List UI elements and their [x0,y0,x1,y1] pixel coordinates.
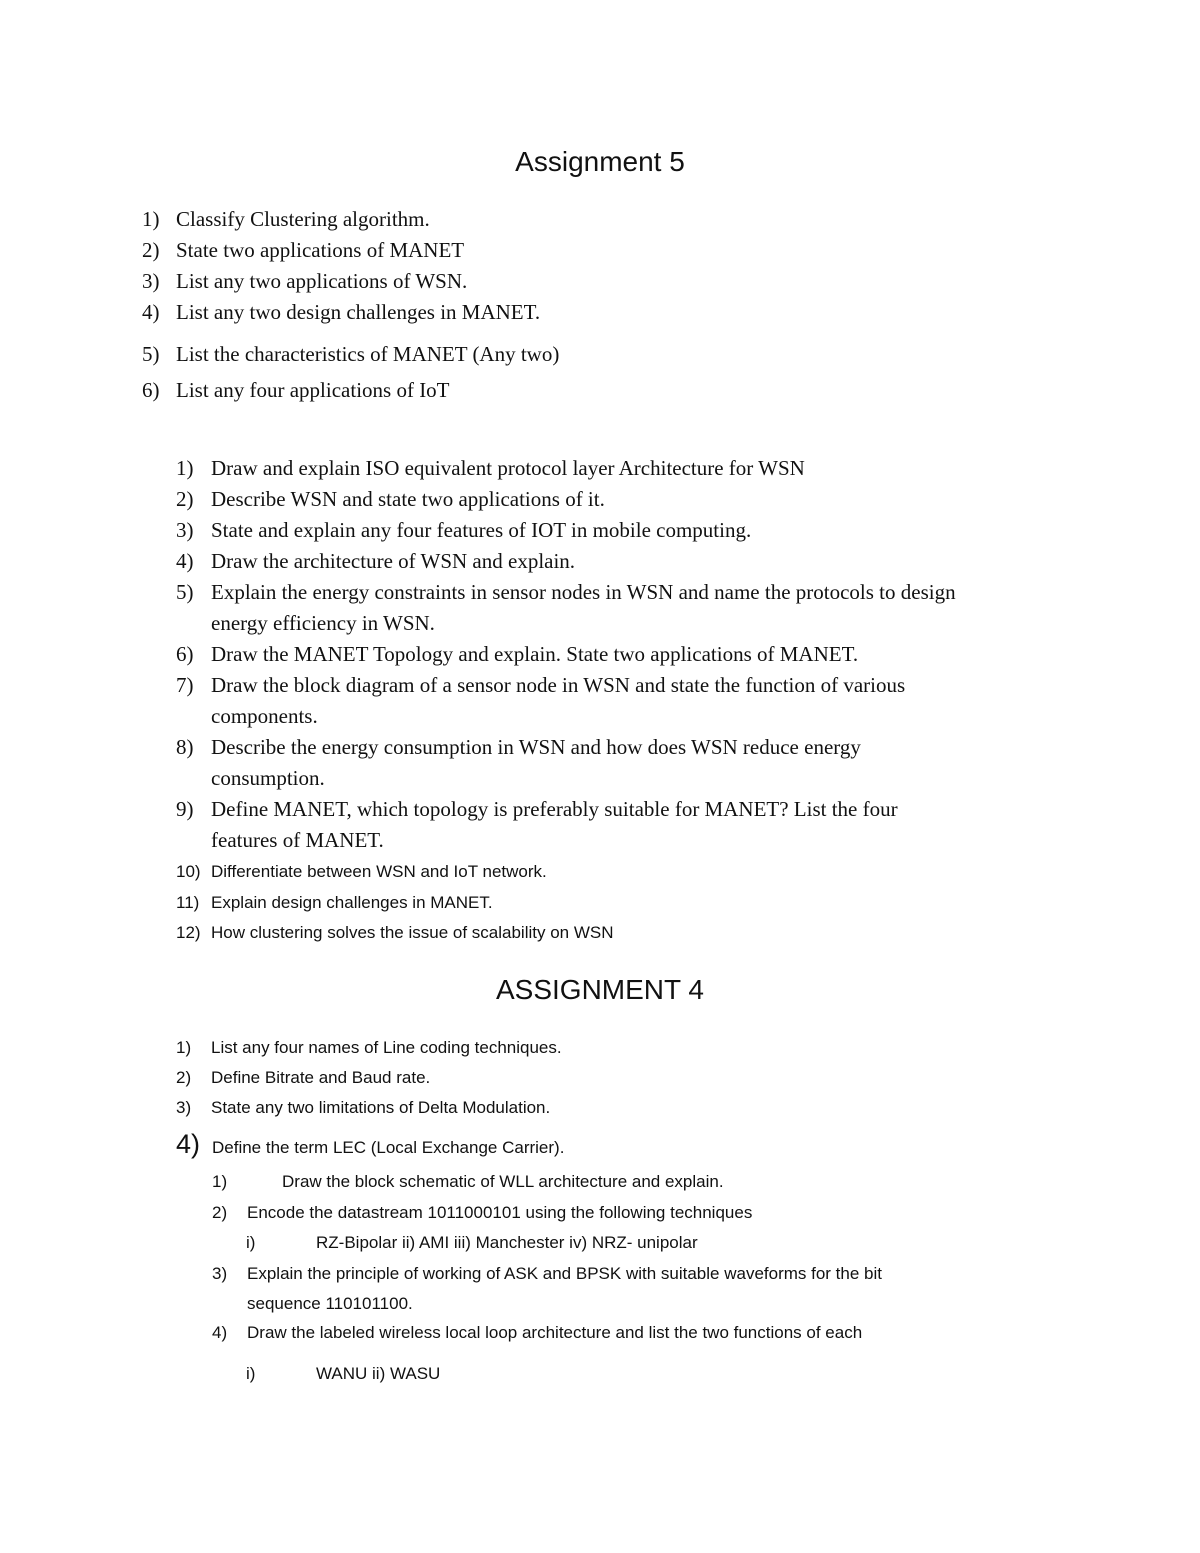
item-text: List any four applications of IoT [176,378,450,402]
item-text: Draw the block diagram of a sensor node in WSN and state the function of various [211,673,906,697]
item-text: Define Bitrate and Baud rate. [211,1068,431,1087]
item-number: 2) [176,487,194,511]
item-number: 11) [176,893,200,912]
item-text: Define the term LEC (Local Exchange Carrier). [212,1138,565,1157]
item-number: 10) [176,862,201,881]
item-number: 3) [142,269,160,293]
item-text: State two applications of MANET [176,238,465,262]
item-text: List any four names of Line coding techniques. [211,1038,562,1057]
item-text: State and explain any four features of IOT in mobile computing. [211,518,752,542]
item-number: 4) [176,549,194,573]
item-text: Draw the MANET Topology and explain. State two applications of MANET. [211,642,859,666]
item-number: 1) [142,207,160,231]
item-text: Describe WSN and state two applications of it. [211,487,605,511]
item-number: 4) [176,1129,201,1159]
item-number: 2) [176,1068,192,1087]
sub-item-number: i) [246,1233,256,1252]
list-item-continuation: energy efficiency in WSN. [211,611,435,635]
item-text: Draw the architecture of WSN and explain. [211,549,576,573]
item-text: List any two design challenges in MANET. [176,300,541,324]
item-number: 1) [176,456,194,480]
item-text: Classify Clustering algorithm. [176,207,430,231]
item-number: 2) [142,238,160,262]
item-number: 1) [176,1038,192,1057]
list-item-continuation: sequence 110101100. [247,1294,413,1313]
item-number: 2) [212,1203,228,1222]
item-number: 6) [142,378,160,402]
item-text: Define MANET, which topology is preferably suitable for MANET? List the four [211,797,898,821]
item-text: Describe the energy consumption in WSN and how does WSN reduce energy [211,735,861,759]
item-text: Encode the datastream 1011000101 using the following techniques [247,1203,753,1222]
item-text: State any two limitations of Delta Modulation. [211,1098,551,1117]
item-number: 5) [176,580,194,604]
assignment-5-title: Assignment 5 [515,146,685,177]
sub-item-number: i) [246,1364,256,1383]
item-number: 7) [176,673,194,697]
item-number: 3) [176,1098,192,1117]
list-item-continuation: components. [211,704,318,728]
item-text: Explain the energy constraints in sensor nodes in WSN and name the protocols to design [211,580,956,604]
item-number: 1) [212,1172,228,1191]
item-number: 4) [142,300,160,324]
item-number: 8) [176,735,194,759]
item-text: List any two applications of WSN. [176,269,468,293]
list-item-continuation: consumption. [211,766,325,790]
item-text: How clustering solves the issue of scalability on WSN [211,923,614,942]
item-text: List the characteristics of MANET (Any two) [176,342,560,366]
item-text: Differentiate between WSN and IoT network. [211,862,547,881]
item-text: Explain the principle of working of ASK and BPSK with suitable waveforms for the bit [247,1264,882,1283]
item-text: Draw the labeled wireless local loop architecture and list the two functions of each [247,1323,863,1342]
item-text: Explain design challenges in MANET. [211,893,493,912]
item-number: 9) [176,797,194,821]
item-number: 12) [176,923,201,942]
assignment-4-title: ASSIGNMENT 4 [496,974,704,1005]
item-text: Draw and explain ISO equivalent protocol layer Architecture for WSN [211,456,805,480]
item-text: Draw the block schematic of WLL architecture and explain. [282,1172,724,1191]
sub-item-text: RZ-Bipolar ii) AMI iii) Manchester iv) NRZ- unipolar [316,1233,698,1252]
item-number: 5) [142,342,160,366]
sub-item-text: WANU ii) WASU [316,1364,441,1383]
item-number: 3) [176,518,194,542]
item-number: 6) [176,642,194,666]
item-number: 4) [212,1323,228,1342]
item-number: 3) [212,1264,228,1283]
list-item-continuation: features of MANET. [211,828,384,852]
